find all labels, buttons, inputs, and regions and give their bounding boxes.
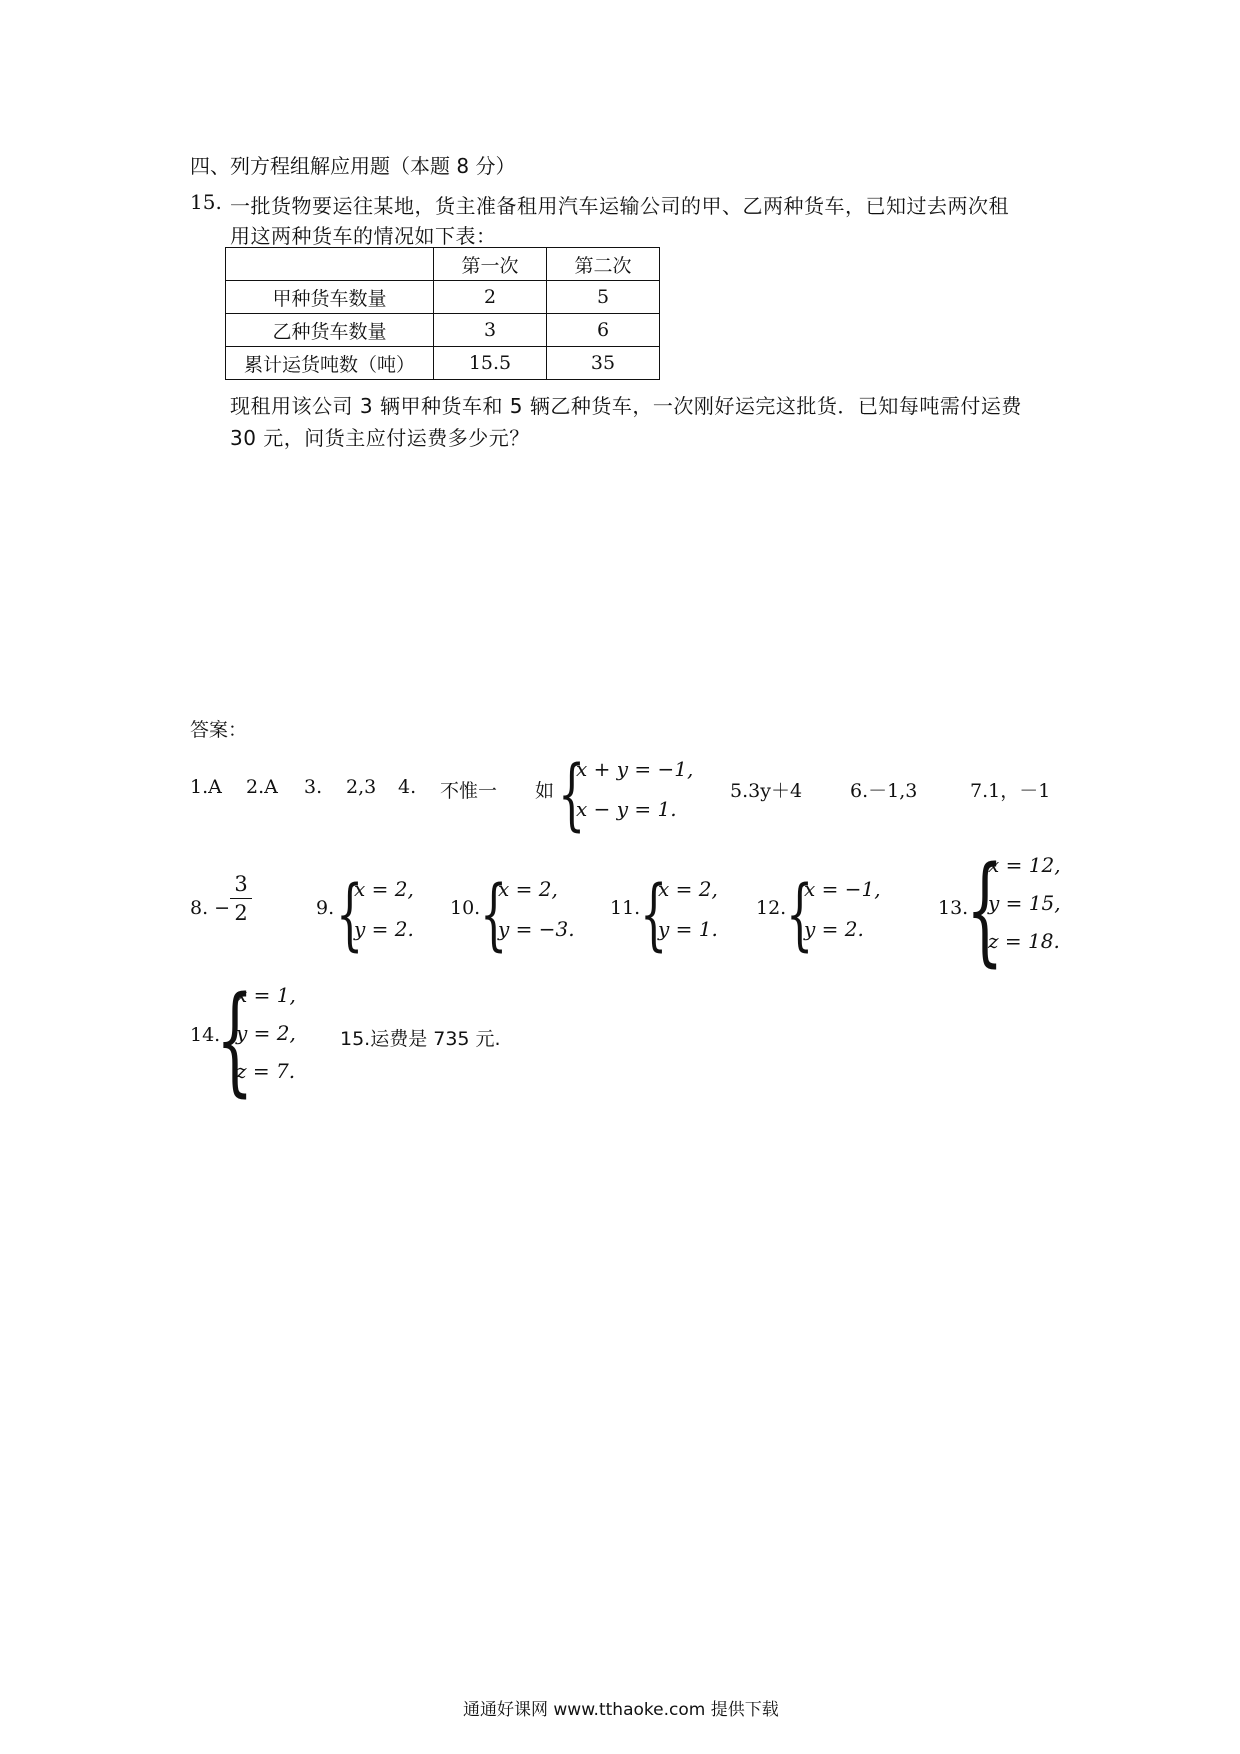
answer-10-label: 10. — [450, 897, 481, 919]
answer-11-label: 11. — [610, 897, 641, 919]
answer-14-equation-1: x = 1, — [236, 983, 296, 1007]
rental-table — [225, 247, 660, 380]
table-header-row — [226, 248, 660, 281]
answer-9-label: 9. — [316, 897, 335, 919]
table-cell: 6 — [547, 314, 660, 347]
answer-4-equation-2: x − y = 1. — [576, 797, 677, 821]
answer-3-value: 2,3 — [346, 776, 377, 798]
answer-11-equation-2: y = 1. — [658, 917, 718, 941]
answer-8-label: 8. − — [190, 897, 231, 919]
answer-12-label: 12. — [756, 897, 787, 919]
brace-icon: { — [480, 870, 508, 960]
brace-icon: { — [558, 750, 586, 840]
brace-icon: { — [640, 870, 668, 960]
answer-2: 2.A — [246, 776, 278, 798]
table-row — [226, 347, 660, 380]
answer-4-example-label: 如 — [535, 780, 555, 802]
section-title: 四、列方程组解应用题（本题 8 分） — [190, 154, 516, 178]
fraction-denominator: 2 — [234, 901, 248, 925]
answer-9-equation-1: x = 2, — [354, 877, 414, 901]
answer-9-equation-2: y = 2. — [354, 917, 414, 941]
table-row — [226, 281, 660, 314]
answer-15: 15.运费是 735 元. — [340, 1028, 501, 1050]
table-cell: 甲种货车数量 — [226, 281, 434, 314]
problem-text-line-2: 用这两种货车的情况如下表： — [230, 224, 497, 248]
table-cell: 累计运货吨数（吨） — [226, 347, 434, 380]
answer-3-label: 3. — [304, 776, 323, 798]
table-cell: 2 — [434, 281, 547, 314]
answer-1: 1.A — [190, 776, 222, 798]
answer-13-equation-2: y = 15, — [988, 891, 1061, 915]
answer-12-equation-1: x = −1, — [804, 877, 881, 901]
answer-14-label: 14. — [190, 1024, 221, 1046]
answer-4-value: 不惟一 — [440, 780, 498, 802]
brace-icon: { — [786, 870, 814, 960]
fraction-bar — [230, 898, 252, 899]
answer-12-equation-2: y = 2. — [804, 917, 864, 941]
answer-6: 6.－1,3 — [850, 780, 918, 802]
brace-icon: { — [966, 840, 1004, 978]
problem-text-line-3: 现租用该公司 3 辆甲种货车和 5 辆乙种货车，一次刚好运完这批货．已知每吨需付运费 — [230, 394, 1022, 418]
table-header-cell: 第一次 — [434, 248, 547, 281]
fraction-numerator: 3 — [234, 872, 248, 896]
answer-4-equation-1: x + y = −1, — [576, 757, 694, 781]
answer-5: 5.3y＋4 — [730, 780, 803, 802]
footer-source: 通通好课网 www.tthaoke.com 提供下载 — [463, 1700, 779, 1720]
table-row — [226, 314, 660, 347]
brace-icon: { — [336, 870, 364, 960]
problem-text-line-4: 30 元，问货主应付运费多少元？ — [230, 426, 530, 450]
answer-8-fraction — [230, 872, 252, 925]
table-header-cell — [226, 248, 434, 281]
answer-11-equation-1: x = 2, — [658, 877, 718, 901]
answer-7: 7.1，－1 — [970, 780, 1051, 802]
table-cell: 乙种货车数量 — [226, 314, 434, 347]
brace-icon: { — [216, 970, 254, 1108]
answer-14-equation-3: z = 7. — [236, 1059, 296, 1083]
table-cell: 3 — [434, 314, 547, 347]
answer-10-equation-2: y = −3. — [498, 917, 575, 941]
answer-14-equation-2: y = 2, — [236, 1021, 296, 1045]
answer-13-equation-3: z = 18. — [988, 929, 1060, 953]
answer-13-equation-1: x = 12, — [988, 853, 1061, 877]
table-header-cell: 第二次 — [547, 248, 660, 281]
table-cell: 15.5 — [434, 347, 547, 380]
problem-number: 15. — [190, 190, 222, 214]
table-cell: 35 — [547, 347, 660, 380]
answer-4-label: 4. — [398, 776, 417, 798]
answer-13-label: 13. — [938, 897, 969, 919]
answers-heading: 答案： — [190, 719, 248, 741]
table-cell: 5 — [547, 281, 660, 314]
problem-text-line-1: 一批货物要运往某地，货主准备租用汽车运输公司的甲、乙两种货车，已知过去两次租 — [230, 194, 1009, 218]
answer-10-equation-1: x = 2, — [498, 877, 558, 901]
